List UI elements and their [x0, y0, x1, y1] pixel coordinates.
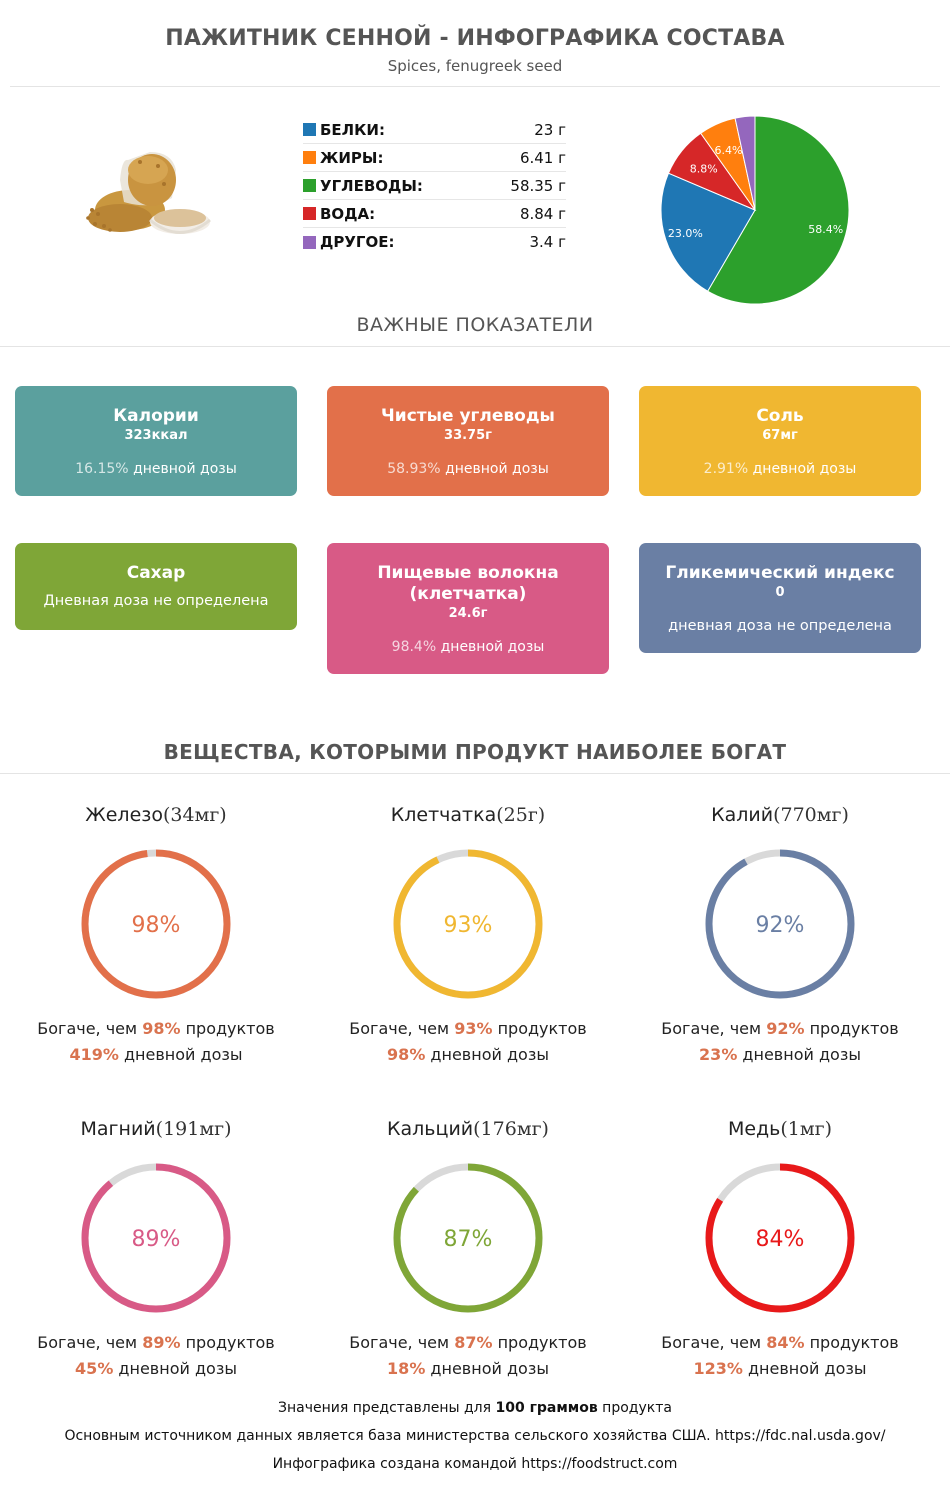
macro-swatch [303, 179, 316, 192]
card-value: 67мг [762, 428, 798, 443]
footer-line1-bold: 100 граммов [495, 1400, 598, 1416]
nutrient-amount: (34мг) [162, 804, 227, 826]
footer-line1-prefix: Значения представлены для [278, 1400, 496, 1416]
card-name: Сахар [126, 563, 186, 583]
richer-than-line [318, 1016, 618, 1042]
card-daily-percent: 98.4% [391, 639, 437, 655]
macro-value: 3.4 г [529, 233, 566, 251]
pie-label-2: 8.8% [689, 162, 718, 176]
daily-percent: 419% [69, 1045, 119, 1064]
card-name-line1: Пищевые волокна [377, 563, 559, 583]
daily-percent: 18% [387, 1359, 426, 1378]
nutrient-amount: (25г) [496, 804, 546, 826]
macro-row-water [303, 200, 566, 228]
card-daily-percent: 2.91% [703, 461, 749, 477]
card-note: Дневная доза не определена [43, 593, 269, 609]
ring-percent-label: 89% [131, 1227, 181, 1252]
card-daily-text: дневной дозы [445, 461, 549, 477]
richer-than-line [630, 1330, 930, 1356]
daily-text: дневной дозы [425, 1045, 549, 1064]
nutrient-ring [700, 844, 860, 1004]
card-daily [327, 460, 609, 478]
macro-label: ЖИРЫ: [320, 148, 384, 167]
rich-divider [0, 773, 950, 774]
richer-prefix: Богаче, чем [37, 1333, 143, 1352]
richer-suffix: продуктов [180, 1333, 275, 1352]
nutrient-name: Калий [711, 804, 774, 826]
richer-percent: 98% [142, 1019, 181, 1038]
nutrient-copper [630, 1118, 930, 1382]
footer-serving-note [0, 1400, 950, 1416]
macro-value: 23 г [534, 120, 566, 139]
macro-swatch [303, 123, 316, 136]
macro-row-carbs [303, 172, 566, 200]
richer-than-line [6, 1330, 306, 1356]
nutrient-calcium [318, 1118, 618, 1382]
card-daily-percent: 58.93% [387, 461, 441, 477]
richer-than-line [630, 1016, 930, 1042]
nutrient-name: Клетчатка [390, 804, 497, 826]
richer-than-line [6, 1016, 306, 1042]
pie-label-1: 23.0% [667, 227, 703, 241]
card-name: Соль [756, 406, 804, 426]
calories-card [15, 386, 297, 496]
daily-text: дневной дозы [737, 1045, 861, 1064]
card-daily-text: дневной дозы [133, 461, 237, 477]
daily-text: дневной дозы [113, 1359, 237, 1378]
macro-swatch [303, 236, 316, 249]
nutrient-title [630, 804, 930, 830]
nutrient-name: Медь [727, 1118, 781, 1140]
daily-dose-line [630, 1356, 930, 1382]
richer-prefix: Богаче, чем [661, 1333, 767, 1352]
net-carbs-card [327, 386, 609, 496]
nutrient-title [318, 804, 618, 830]
card-daily [327, 638, 609, 656]
card-daily-percent: 16.15% [75, 461, 129, 477]
richer-suffix: продуктов [804, 1019, 899, 1038]
page-title: ПАЖИТНИК СЕННОЙ - ИНФОГРАФИКА СОСТАВА [165, 26, 785, 51]
macro-label: ВОДА: [320, 204, 376, 223]
pie-svg [655, 110, 855, 310]
card-name: Чистые углеводы [381, 406, 555, 426]
richer-suffix: продуктов [804, 1333, 899, 1352]
daily-dose-line [630, 1042, 930, 1068]
daily-dose-line [318, 1042, 618, 1068]
macro-pie-chart [655, 110, 855, 310]
card-daily-text: дневной дозы [440, 639, 545, 655]
richer-percent: 84% [766, 1333, 805, 1352]
richer-prefix: Богаче, чем [349, 1019, 455, 1038]
nutrient-title [6, 804, 306, 830]
nutrient-ring [700, 1158, 860, 1318]
footer-source-note: Основным источником данных является база министерства сельского хозяйства США. https://fdc.nal.usda.gov/ [64, 1428, 886, 1444]
richer-prefix: Богаче, чем [37, 1019, 143, 1038]
nutrient-magnesium [6, 1118, 306, 1382]
macro-row-fat [303, 144, 566, 172]
card-value: 33.75г [444, 428, 492, 443]
macro-value: 58.35 г [510, 176, 566, 195]
macro-table [303, 116, 566, 256]
macro-value: 6.41 г [519, 148, 566, 167]
nutrient-amount: (1мг) [780, 1118, 833, 1140]
daily-percent: 98% [387, 1045, 426, 1064]
card-daily [15, 460, 297, 478]
fiber-card [327, 543, 609, 674]
daily-text: дневной дозы [425, 1359, 549, 1378]
macro-swatch [303, 207, 316, 220]
nutrient-title [630, 1118, 930, 1144]
macro-row-protein [303, 116, 566, 144]
richer-than-line [318, 1330, 618, 1356]
macro-swatch [303, 151, 316, 164]
important-section-title: ВАЖНЫЕ ПОКАЗАТЕЛИ [356, 314, 594, 336]
ring-percent-label: 87% [443, 1227, 493, 1252]
nutrient-potassium [630, 804, 930, 1068]
richer-prefix: Богаче, чем [661, 1019, 767, 1038]
card-name: Калории [113, 406, 199, 426]
card-value: 0 [775, 585, 785, 600]
footer-credits: Инфографика создана командой https://foodstruct.com [272, 1456, 678, 1472]
richer-suffix: продуктов [180, 1019, 275, 1038]
nutrient-amount: (176мг) [473, 1118, 549, 1140]
card-note: дневная доза не определена [668, 618, 892, 634]
nutrient-amount: (191мг) [155, 1118, 232, 1140]
daily-text: дневной дозы [118, 1045, 243, 1064]
nutrient-ring [388, 1158, 548, 1318]
daily-percent: 123% [693, 1359, 743, 1378]
richer-percent: 87% [454, 1333, 493, 1352]
richer-suffix: продуктов [492, 1019, 587, 1038]
card-daily-text: дневной дозы [752, 461, 857, 477]
macro-row-other [303, 228, 566, 256]
salt-card [639, 386, 921, 496]
daily-dose-line [6, 1356, 306, 1382]
pie-label-3: 6.4% [714, 143, 743, 157]
daily-dose-line [6, 1042, 306, 1068]
nutrient-iron [6, 804, 306, 1068]
ring-percent-label: 93% [443, 913, 493, 938]
ring-percent-label: 98% [131, 913, 181, 938]
important-divider [0, 346, 950, 347]
daily-percent: 45% [75, 1359, 114, 1378]
glycemic-index-card [639, 543, 921, 653]
card-daily [639, 460, 921, 478]
nutrient-name: Железо [85, 804, 163, 826]
footer-line1-suffix: продукта [597, 1400, 672, 1416]
richer-percent: 92% [766, 1019, 805, 1038]
richer-suffix: продуктов [492, 1333, 587, 1352]
page-subtitle: Spices, fenugreek seed [387, 57, 563, 75]
macro-label: ДРУГОЕ: [320, 233, 395, 251]
daily-text: дневной дозы [742, 1359, 867, 1378]
daily-dose-line [318, 1356, 618, 1382]
nutrient-title [6, 1118, 306, 1144]
pie-label-0: 58.4% [808, 223, 844, 237]
card-value: 323ккал [124, 428, 188, 443]
sugar-card [15, 543, 297, 630]
nutrient-fiber [318, 804, 618, 1068]
richer-percent: 89% [142, 1333, 181, 1352]
nutrient-ring [388, 844, 548, 1004]
nutrient-ring [76, 844, 236, 1004]
nutrient-amount: (770мг) [773, 804, 849, 826]
header-divider [10, 86, 940, 87]
richer-prefix: Богаче, чем [349, 1333, 455, 1352]
card-name: Гликемический индекс [665, 563, 895, 583]
product-image [80, 140, 220, 250]
ring-percent-label: 84% [755, 1227, 805, 1252]
nutrient-name: Магний [80, 1118, 156, 1140]
nutrient-ring [76, 1158, 236, 1318]
macro-label: УГЛЕВОДЫ: [320, 176, 423, 195]
macro-label: БЕЛКИ: [320, 120, 385, 139]
ring-percent-label: 92% [755, 913, 805, 938]
rich-section-title: ВЕЩЕСТВА, КОТОРЫМИ ПРОДУКТ НАИБОЛЕЕ БОГАТ [163, 740, 787, 764]
nutrient-name: Кальций [387, 1118, 474, 1140]
card-name-line2: (клетчатка) [409, 584, 527, 604]
macro-value: 8.84 г [519, 204, 566, 223]
card-value: 24.6г [448, 606, 488, 621]
daily-percent: 23% [699, 1045, 738, 1064]
richer-percent: 93% [454, 1019, 493, 1038]
nutrient-title [318, 1118, 618, 1144]
